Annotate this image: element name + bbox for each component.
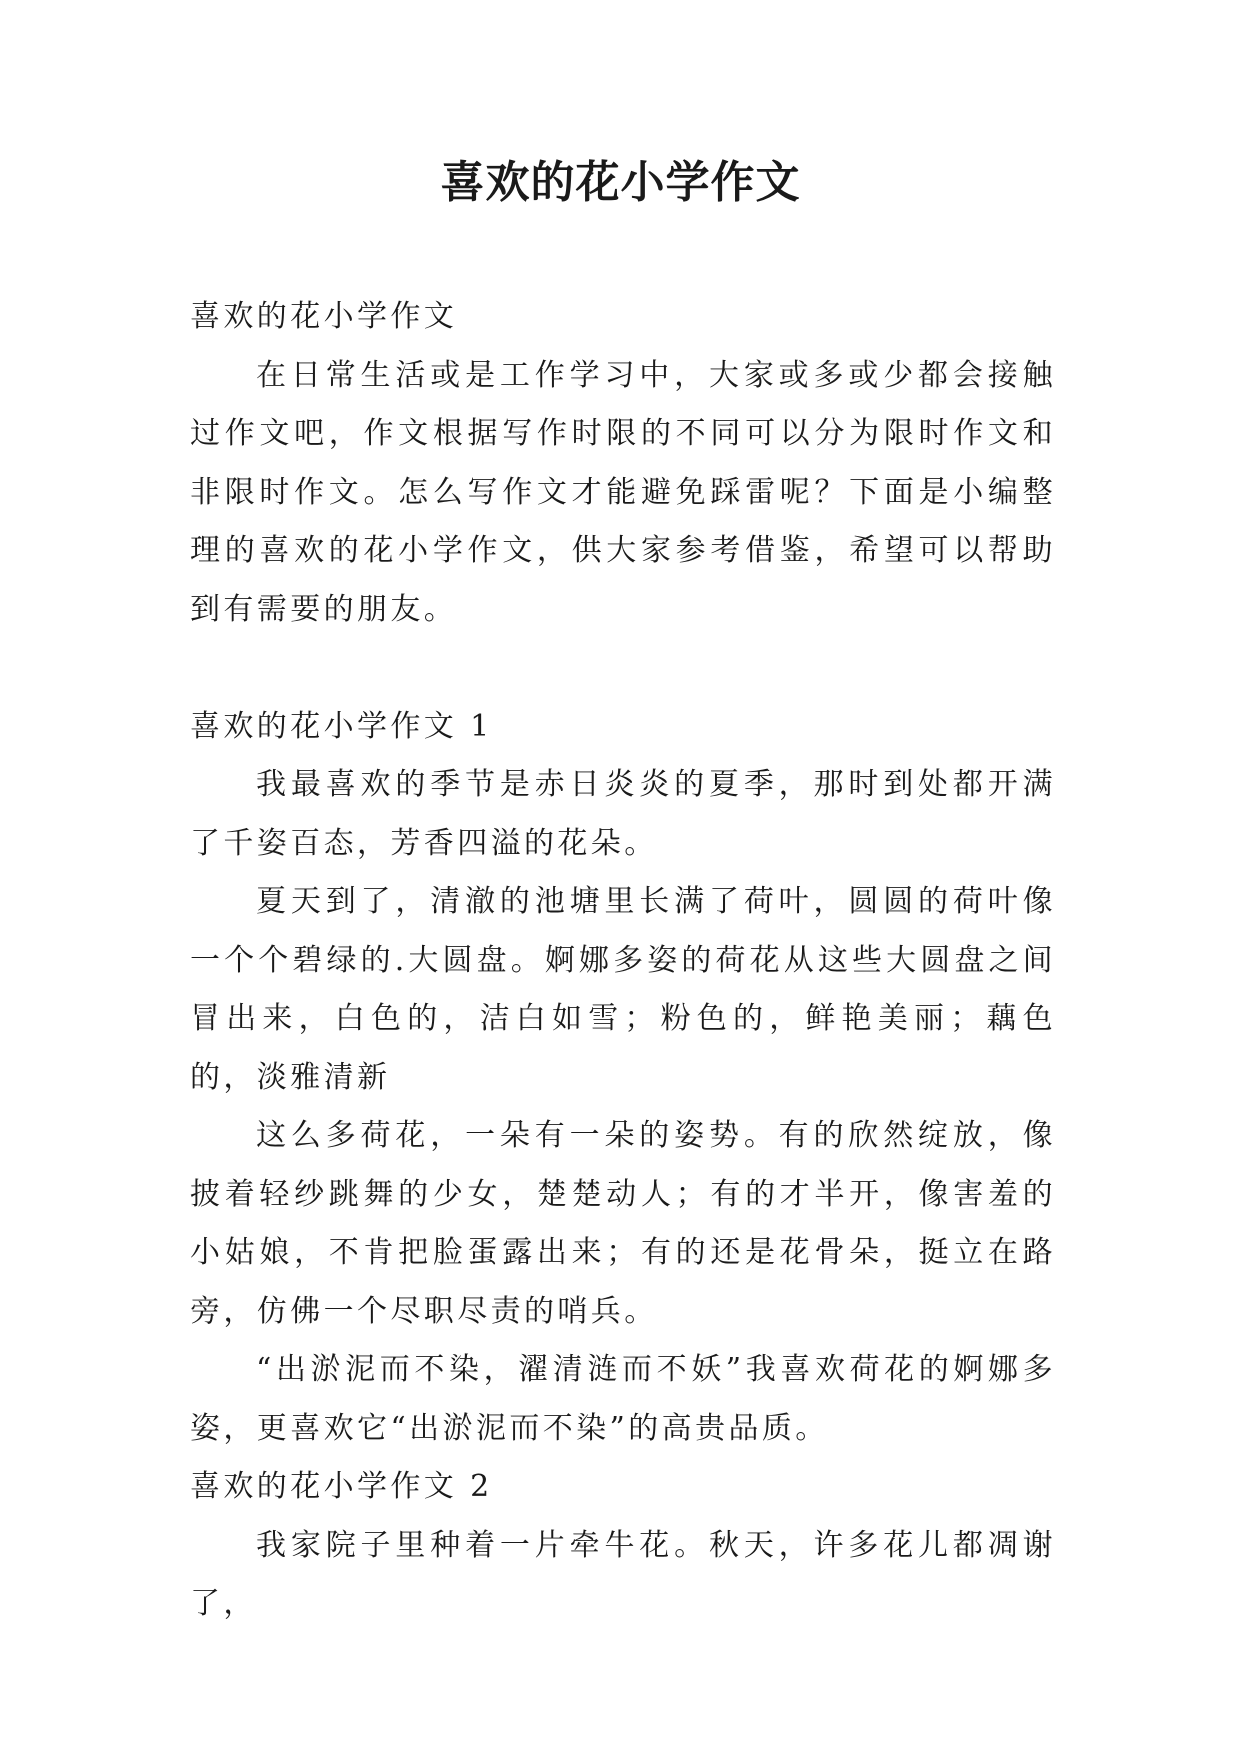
intro-heading: 喜欢的花小学作文 bbox=[190, 299, 458, 334]
essay-1-paragraph-3: 这么多荷花，一朵有一朵的姿势。有的欣然绽放，像披着轻纱跳舞的少女，楚楚动人；有的才半开，像害羞的小姑娘，不肯把脸蛋露出来；有的还是花骨朵，挺立在路旁，仿佛一个尽职尽责的哨兵。 bbox=[190, 1118, 1056, 1329]
essay-1-paragraph-1: 我最喜欢的季节是赤日炎炎的夏季，那时到处都开满了千姿百态，芳香四溢的花朵。 bbox=[190, 767, 1056, 861]
section-spacer bbox=[190, 639, 1056, 698]
essay-2-heading: 喜欢的花小学作文 2 bbox=[190, 1469, 493, 1504]
essay-1-paragraph-4: “出淤泥而不染，濯清涟而不妖”我喜欢荷花的婀娜多姿，更喜欢它“出淤泥而不染”的高贵品质。 bbox=[190, 1352, 1056, 1446]
intro-paragraph: 在日常生活或是工作学习中，大家或多或少都会接触过作文吧，作文根据写作时限的不同可以分为限时作文和非限时作文。怎么写作文才能避免踩雷呢？下面是小编整理的喜欢的花小学作文，供大家参考借鉴，希望可以帮助到有需要的朋友。 bbox=[190, 357, 1056, 627]
document-title: 喜欢的花小学作文 bbox=[440, 157, 801, 208]
essay-1-heading: 喜欢的花小学作文 1 bbox=[190, 708, 493, 744]
document-body bbox=[190, 288, 1056, 1634]
essay-1-paragraph-2: 夏天到了，清澈的池塘里长满了荷叶，圆圆的荷叶像一个个碧绿的.大圆盘。婀娜多姿的荷花从这些大圆盘之间冒出来，白色的，洁白如雪；粉色的，鲜艳美丽；藕色的，淡雅清新 bbox=[190, 884, 1056, 1095]
essay-2-paragraph-1: 我家院子里种着一片牵牛花。秋天，许多花儿都凋谢了， bbox=[190, 1527, 1056, 1621]
